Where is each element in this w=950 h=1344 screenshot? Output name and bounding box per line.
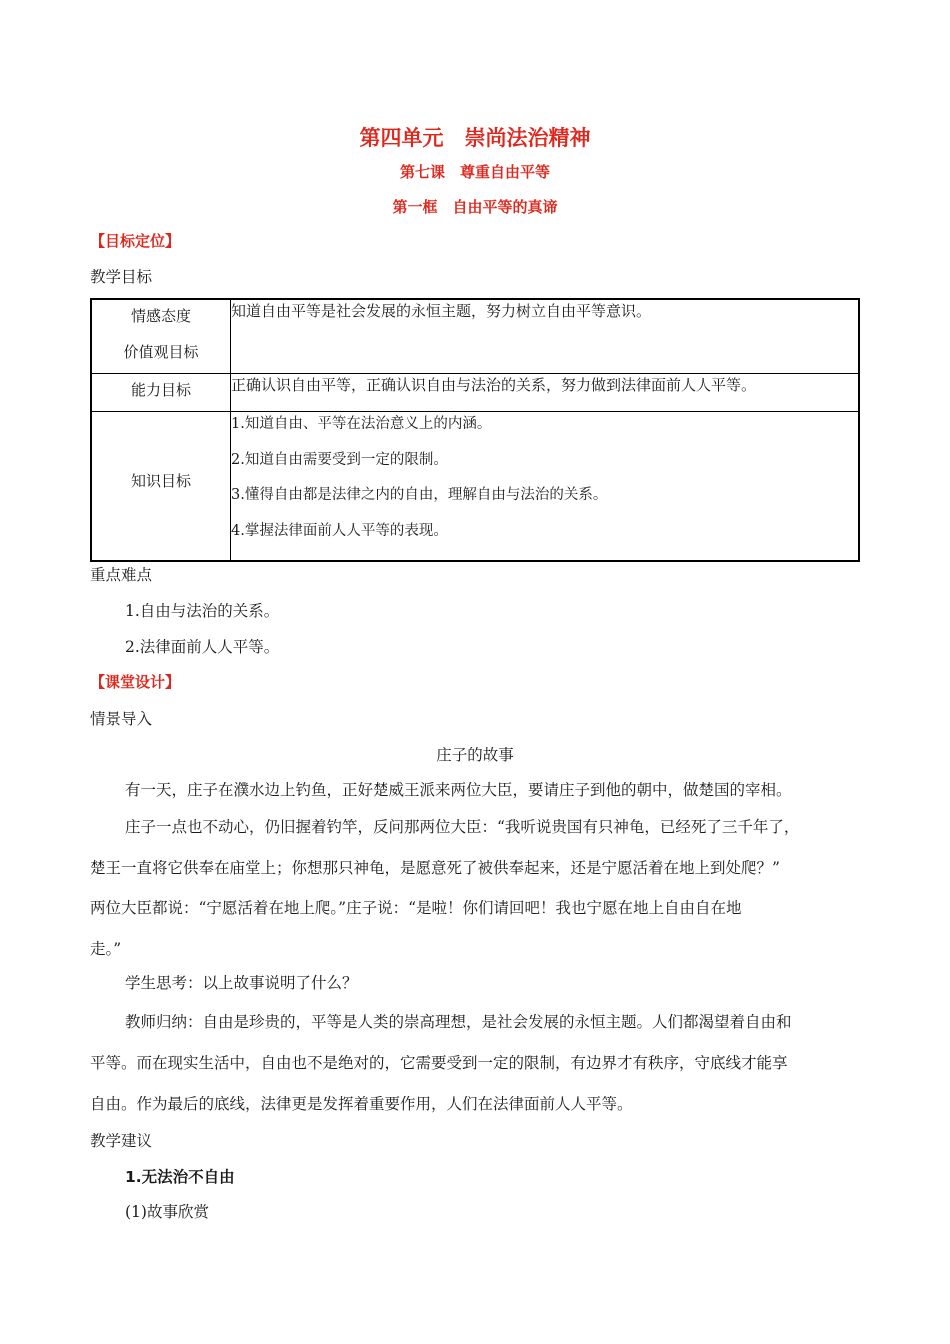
section-design-heading: 【课堂设计】 xyxy=(90,673,181,691)
teacher-line: 自由。作为最后的底线，法律更是发挥着重要作用，人们在法律面前人人平等。 xyxy=(90,1095,633,1113)
teacher-line: 平等。而在现实生活中，自由也不是绝对的，它需要受到一定的限制，有边界才有秩序，守底线才能享 xyxy=(90,1054,788,1072)
intro-label: 情景导入 xyxy=(90,710,153,728)
teacher-line: 教师归纳：自由是珍贵的，平等是人类的崇高理想，是社会发展的永恒主题。人们都渴望着自由和 xyxy=(125,1013,792,1031)
teaching-goals-label: 教学目标 xyxy=(90,268,153,286)
emotion-label-cell xyxy=(91,299,231,374)
subhead-story: (1)故事欣赏 xyxy=(125,1203,209,1221)
table-row xyxy=(91,299,859,374)
section-goal-heading: 【目标定位】 xyxy=(90,232,181,250)
story-line: 楚王一直将它供奉在庙堂上；你想那只神龟，是愿意死了被供奉起来，还是宁愿活着在地上到处爬？” xyxy=(90,859,780,877)
knowledge-item: 4.掌握法律面前人人平等的表现。 xyxy=(231,522,448,539)
table-row xyxy=(91,412,859,562)
lesson-title: 第七课 尊重自由平等 xyxy=(399,163,550,181)
ability-label: 能力目标 xyxy=(130,381,191,399)
knowledge-label-cell xyxy=(91,412,231,562)
knowledge-item: 3.懂得自由都是法律之内的自由，理解自由与法治的关系。 xyxy=(231,487,608,503)
knowledge-content xyxy=(231,412,860,562)
frame-title: 第一框 自由平等的真谛 xyxy=(392,198,558,216)
knowledge-label: 知识目标 xyxy=(130,472,191,490)
emotion-label-2: 价值观目标 xyxy=(123,343,199,361)
story-line: 庄子一点也不动心，仍旧握着钓竿，反问那两位大臣：“我听说贵国有只神龟，已经死了三千年了， xyxy=(125,818,800,836)
story-line: 两位大臣都说：“宁愿活着在地上爬。”庄子说：“是啦！你们请回吧！我也宁愿在地上自由自在地 xyxy=(90,899,742,917)
key-point-item: 1.自由与法治的关系。 xyxy=(125,602,280,620)
knowledge-item: 1.知道自由、平等在法治意义上的内涵。 xyxy=(231,416,492,432)
story-line: 走。” xyxy=(90,940,122,958)
ability-label-cell xyxy=(91,374,231,412)
key-point-item: 2.法律面前人人平等。 xyxy=(125,638,280,656)
goals-table xyxy=(90,298,860,562)
student-think: 学生思考：以上故事说明了什么？ xyxy=(125,974,358,992)
unit-title: 第四单元 崇尚法治精神 xyxy=(359,126,591,150)
table-row xyxy=(91,374,859,412)
ability-content: 正确认识自由平等，正确认识自由与法治的关系，努力做到法律面前人人平等。 xyxy=(231,374,860,412)
story-title: 庄子的故事 xyxy=(436,746,514,764)
emotion-label-1: 情感态度 xyxy=(130,307,191,325)
subhead-no-rule-of-law: 1.无法治不自由 xyxy=(125,1168,235,1186)
key-points-label: 重点难点 xyxy=(90,566,153,584)
knowledge-item: 2.知道自由需要受到一定的限制。 xyxy=(231,451,448,468)
emotion-content: 知道自由平等是社会发展的永恒主题，努力树立自由平等意识。 xyxy=(231,299,860,374)
story-line: 有一天，庄子在濮水边上钓鱼，正好楚威王派来两位大臣，要请庄子到他的朝中，做楚国的宰相。 xyxy=(125,781,792,799)
suggestion-label: 教学建议 xyxy=(90,1132,153,1150)
